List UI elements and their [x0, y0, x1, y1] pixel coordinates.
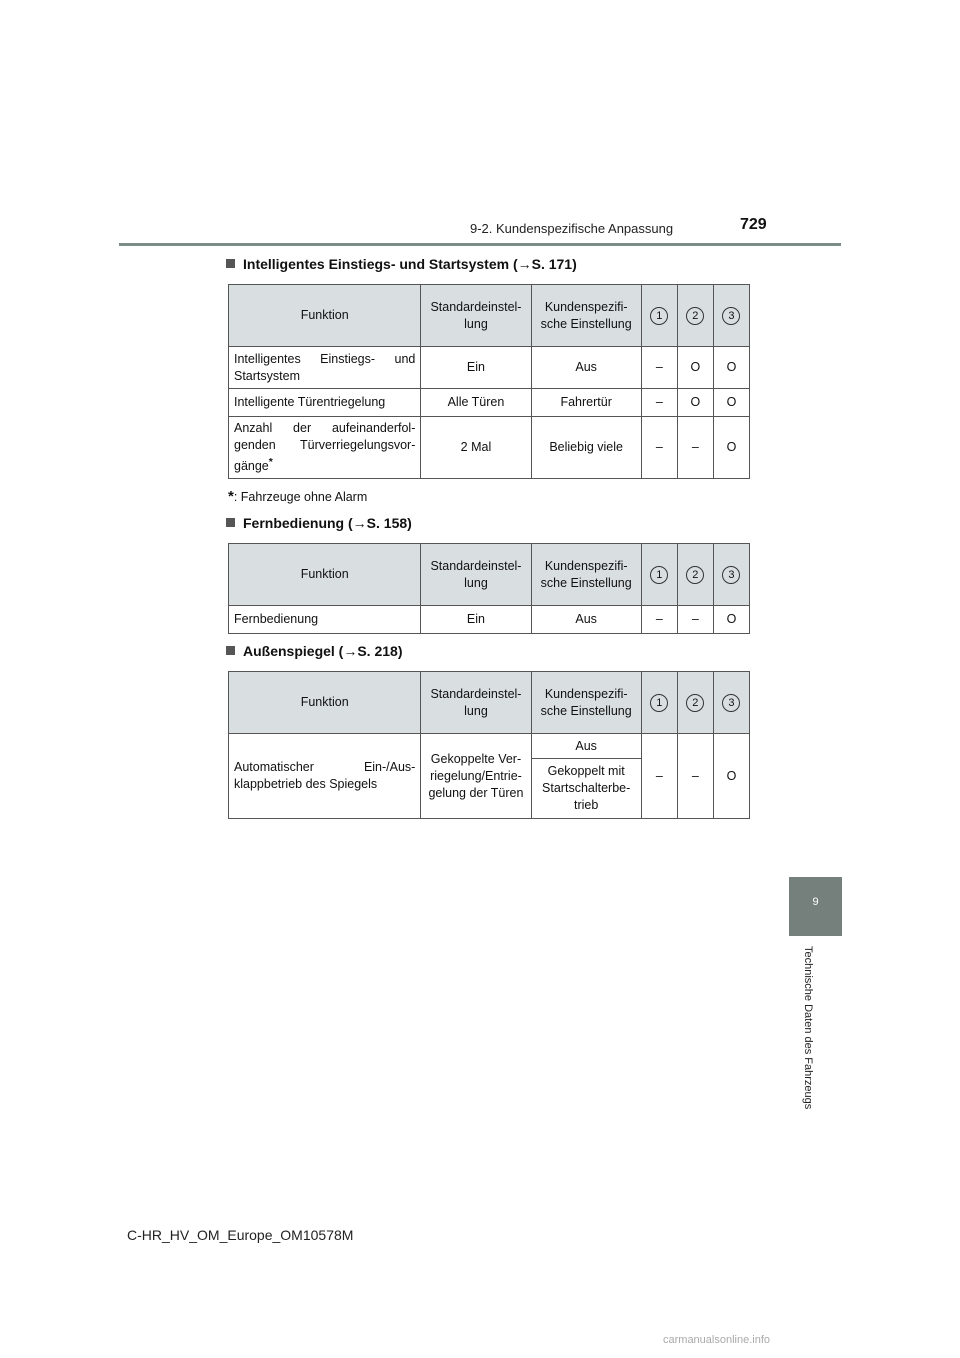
- table-row: [229, 734, 750, 759]
- mode-2-icon: 2: [686, 694, 704, 712]
- footer-doc-id: C-HR_HV_OM_Europe_OM10578M: [127, 1227, 354, 1243]
- table-row: [229, 389, 750, 417]
- cell-mode-3: O: [713, 734, 749, 819]
- page-number: 729: [740, 216, 767, 233]
- chapter-tab: [789, 877, 842, 936]
- header-section-title: 9-2. Kundenspezifische Anpassung: [470, 221, 674, 236]
- section-title-remote: [226, 515, 412, 531]
- table-mirror: [228, 671, 750, 819]
- mode-2-icon: 2: [686, 307, 704, 325]
- cell-mode-2: –: [677, 417, 713, 479]
- section-bullet-icon: [226, 518, 235, 527]
- cell-custom: Aus: [531, 734, 641, 759]
- cell-default: Ein: [421, 347, 531, 389]
- cell-custom: Fahrertür: [531, 389, 641, 417]
- section-title-smart-entry: [226, 256, 577, 272]
- cell-custom: Beliebig viele: [531, 417, 641, 479]
- col-header-mode-2: [677, 672, 713, 734]
- cell-function: [229, 417, 421, 479]
- section-title-mirror: [226, 643, 402, 659]
- table-row: [229, 347, 750, 389]
- cell-mode-2: –: [677, 606, 713, 634]
- col-header-mode-2: [677, 285, 713, 347]
- cell-mode-1: –: [641, 347, 677, 389]
- watermark: carmanualsonline.info: [663, 1334, 771, 1346]
- cell-function: Fernbedienung: [229, 606, 421, 634]
- col-header-mode-1: [641, 544, 677, 606]
- cell-mode-1: –: [641, 606, 677, 634]
- footnote-text: : Fahrzeuge ohne Alarm: [233, 490, 368, 504]
- table-header-row: [229, 544, 750, 606]
- cell-function-text: Anzahl der aufeinanderfol-genden Türverriegelungsvor-gänge: [234, 421, 416, 474]
- cell-default: Alle Türen: [421, 389, 531, 417]
- table-smart-entry: [228, 284, 750, 479]
- cell-mode-3: O: [713, 347, 749, 389]
- col-header-mode-3: [713, 285, 749, 347]
- col-header-default: Standardeinstel-lung: [421, 285, 531, 347]
- header-divider: [119, 243, 841, 246]
- section-title-text: Fernbedienung (→S. 158): [243, 515, 412, 531]
- footnote-marker: *: [268, 457, 273, 468]
- cell-mode-1: –: [641, 389, 677, 417]
- footnote-asterisk: *: [228, 488, 234, 505]
- section-title-text: Außenspiegel (→S. 218): [243, 643, 403, 659]
- col-header-custom: Kundenspezifi-sche Einstellung: [531, 285, 641, 347]
- cell-function: Automatischer Ein-/Aus-klappbetrieb des Spiegels: [229, 734, 421, 819]
- table-header-row: [229, 672, 750, 734]
- mode-1-icon: 1: [650, 307, 668, 325]
- table-remote: [228, 543, 750, 634]
- cell-mode-2: O: [677, 347, 713, 389]
- col-header-mode-3: [713, 672, 749, 734]
- mode-1-icon: 1: [650, 694, 668, 712]
- col-header-mode-3: [713, 544, 749, 606]
- cell-mode-3: O: [713, 417, 749, 479]
- mode-3-icon: 3: [722, 694, 740, 712]
- section-title-text: Intelligentes Einstiegs- und Startsystem (→S. 171): [243, 256, 577, 272]
- cell-mode-1: –: [641, 417, 677, 479]
- mode-3-icon: 3: [722, 566, 740, 584]
- cell-mode-2: –: [677, 734, 713, 819]
- col-header-default: Standardeinstel-lung: [421, 544, 531, 606]
- footnote: [228, 488, 367, 505]
- mode-1-icon: 1: [650, 566, 668, 584]
- cell-custom: Aus: [531, 606, 641, 634]
- col-header-mode-1: [641, 285, 677, 347]
- cell-function: Intelligentes Einstiegs- und Startsystem: [229, 347, 421, 389]
- cell-mode-3: O: [713, 606, 749, 634]
- col-header-function: Funktion: [229, 544, 421, 606]
- section-bullet-icon: [226, 259, 235, 268]
- cell-mode-3: O: [713, 389, 749, 417]
- chapter-number: 9: [812, 896, 819, 908]
- col-header-function: Funktion: [229, 672, 421, 734]
- mode-3-icon: 3: [722, 307, 740, 325]
- cell-default: 2 Mal: [421, 417, 531, 479]
- cell-function: Intelligente Türentriegelung: [229, 389, 421, 417]
- mode-2-icon: 2: [686, 566, 704, 584]
- col-header-mode-2: [677, 544, 713, 606]
- table-row: [229, 606, 750, 634]
- col-header-mode-1: [641, 672, 677, 734]
- chapter-label: Technische Daten des Fahrzeugs: [802, 946, 814, 1110]
- col-header-custom: Kundenspezifi-sche Einstellung: [531, 544, 641, 606]
- col-header-default: Standardeinstel-lung: [421, 672, 531, 734]
- col-header-function: Funktion: [229, 285, 421, 347]
- cell-mode-2: O: [677, 389, 713, 417]
- cell-default: Gekoppelte Ver-riegelung/Entrie-gelung der Türen: [421, 734, 531, 819]
- cell-default: Ein: [421, 606, 531, 634]
- table-header-row: [229, 285, 750, 347]
- table-row: [229, 417, 750, 479]
- section-bullet-icon: [226, 646, 235, 655]
- cell-custom: Gekoppelt mit Startschalterbe-trieb: [531, 759, 641, 819]
- col-header-custom: Kundenspezifi-sche Einstellung: [531, 672, 641, 734]
- cell-custom: Aus: [531, 347, 641, 389]
- cell-mode-1: –: [641, 734, 677, 819]
